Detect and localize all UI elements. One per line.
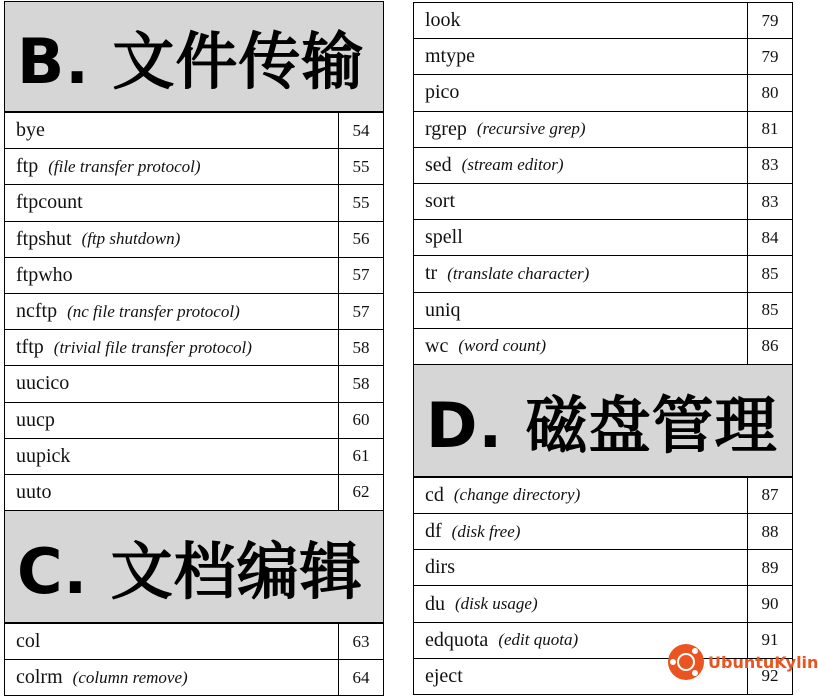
table-row bbox=[413, 477, 793, 514]
command-cell bbox=[414, 478, 747, 513]
section-b-table bbox=[4, 112, 384, 511]
command-cell bbox=[414, 148, 747, 183]
table-row bbox=[413, 111, 793, 148]
page-number: 56 bbox=[338, 222, 383, 257]
table-row bbox=[413, 2, 793, 39]
command-cell bbox=[5, 149, 338, 184]
command-name: wc bbox=[425, 334, 449, 357]
command-cell bbox=[5, 222, 338, 257]
table-row bbox=[4, 112, 384, 149]
command-name: uniq bbox=[425, 298, 461, 321]
command-cell bbox=[5, 366, 338, 401]
table-row bbox=[4, 402, 384, 439]
table-row bbox=[4, 329, 384, 366]
page-number: 90 bbox=[747, 586, 792, 621]
watermark-text: UbuntuKylin bbox=[708, 652, 818, 672]
command-cell bbox=[5, 294, 338, 329]
command-cell bbox=[414, 184, 747, 219]
page-number: 58 bbox=[338, 366, 383, 401]
page-number: 79 bbox=[747, 3, 792, 38]
command-cell bbox=[414, 586, 747, 621]
page-number: 87 bbox=[747, 478, 792, 513]
page-number: 86 bbox=[747, 329, 792, 364]
table-row bbox=[413, 549, 793, 586]
command-description: (stream editor) bbox=[461, 155, 564, 175]
command-cell bbox=[414, 514, 747, 549]
page-number: 57 bbox=[338, 294, 383, 329]
command-name: dirs bbox=[425, 556, 455, 579]
command-name: cd bbox=[425, 483, 444, 506]
page-number: 81 bbox=[747, 112, 792, 147]
table-row bbox=[4, 365, 384, 402]
page-number: 57 bbox=[338, 258, 383, 293]
page-number: 58 bbox=[338, 330, 383, 365]
page-number: 88 bbox=[747, 514, 792, 549]
command-description: (word count) bbox=[458, 336, 546, 356]
table-row bbox=[4, 474, 384, 511]
page-number: 84 bbox=[747, 220, 792, 255]
page-number: 80 bbox=[747, 75, 792, 110]
command-name: sed bbox=[425, 153, 452, 176]
command-name: bye bbox=[16, 119, 45, 142]
table-row bbox=[4, 438, 384, 475]
command-description: (translate character) bbox=[447, 263, 590, 283]
command-description: (file transfer protocol) bbox=[48, 156, 201, 176]
command-name: pico bbox=[425, 81, 460, 104]
table-row bbox=[4, 148, 384, 185]
table-row bbox=[4, 257, 384, 294]
command-description: (recursive grep) bbox=[476, 119, 586, 139]
page-number: 85 bbox=[747, 256, 792, 291]
command-name: colrm bbox=[16, 666, 63, 689]
page-number: 62 bbox=[338, 475, 383, 510]
command-cell bbox=[5, 475, 338, 510]
command-name: du bbox=[425, 592, 445, 615]
command-cell bbox=[414, 550, 747, 585]
command-name: sort bbox=[425, 190, 455, 213]
page-number: 54 bbox=[338, 113, 383, 148]
command-cell bbox=[414, 3, 747, 38]
section-b-heading: B. 文件传输 bbox=[4, 1, 384, 112]
page-number: 61 bbox=[338, 439, 383, 474]
page-number: 89 bbox=[747, 550, 792, 585]
command-name: tr bbox=[425, 262, 438, 285]
page-number: 64 bbox=[338, 660, 383, 695]
command-description: (ftp shutdown) bbox=[81, 229, 181, 249]
page-number: 83 bbox=[747, 148, 792, 183]
page-number: 55 bbox=[338, 149, 383, 184]
command-cell bbox=[5, 660, 338, 695]
command-cell bbox=[414, 39, 747, 74]
ubuntu-logo-icon bbox=[668, 644, 704, 680]
table-row bbox=[4, 659, 384, 696]
command-description: (disk usage) bbox=[455, 594, 538, 614]
page-number: 79 bbox=[747, 39, 792, 74]
command-name: spell bbox=[425, 226, 463, 249]
page-number: 63 bbox=[338, 624, 383, 659]
command-name: mtype bbox=[425, 45, 475, 68]
command-cell bbox=[414, 329, 747, 364]
command-name: uucico bbox=[16, 372, 70, 395]
table-row bbox=[4, 184, 384, 221]
page-number: 55 bbox=[338, 185, 383, 220]
command-description: (trivial file transfer protocol) bbox=[53, 337, 252, 357]
command-cell bbox=[5, 330, 338, 365]
command-cell bbox=[414, 112, 747, 147]
command-cell bbox=[5, 403, 338, 438]
command-cell bbox=[5, 258, 338, 293]
table-row bbox=[413, 147, 793, 184]
command-name: ftp bbox=[16, 155, 39, 178]
table-row bbox=[4, 221, 384, 258]
command-name: uucp bbox=[16, 408, 55, 431]
left-column bbox=[4, 2, 384, 696]
page-number: 92 bbox=[747, 659, 792, 694]
command-name: tftp bbox=[16, 336, 44, 359]
table-row bbox=[4, 623, 384, 660]
command-description: (nc file transfer protocol) bbox=[67, 301, 240, 321]
command-name: uuto bbox=[16, 480, 52, 503]
command-name: look bbox=[425, 9, 461, 32]
command-name: ftpwho bbox=[16, 263, 73, 286]
command-name: ftpshut bbox=[16, 227, 72, 250]
table-row bbox=[413, 38, 793, 75]
table-row bbox=[4, 293, 384, 330]
command-cell bbox=[414, 220, 747, 255]
command-cell bbox=[414, 256, 747, 291]
command-name: ftpcount bbox=[16, 191, 83, 214]
page-number: 91 bbox=[747, 623, 792, 658]
section-c-heading: C. 文档编辑 bbox=[4, 510, 384, 623]
command-name: rgrep bbox=[425, 117, 467, 140]
table-row bbox=[413, 219, 793, 256]
page-number: 60 bbox=[338, 403, 383, 438]
command-description: (change directory) bbox=[453, 485, 581, 505]
command-cell bbox=[414, 75, 747, 110]
command-name: uupick bbox=[16, 444, 71, 467]
watermark-logo bbox=[668, 644, 818, 680]
command-name: eject bbox=[425, 664, 463, 687]
command-name: edquota bbox=[425, 628, 489, 651]
command-name: col bbox=[16, 630, 41, 653]
page-number: 85 bbox=[747, 293, 792, 328]
table-row bbox=[413, 585, 793, 622]
table-row bbox=[413, 255, 793, 292]
command-cell bbox=[5, 113, 338, 148]
command-cell bbox=[5, 624, 338, 659]
section-c-table bbox=[4, 623, 384, 696]
section-c-continued-table bbox=[413, 2, 793, 365]
section-d-heading: D. 磁盘管理 bbox=[413, 364, 793, 477]
page-number: 83 bbox=[747, 184, 792, 219]
table-row bbox=[413, 74, 793, 111]
command-cell bbox=[414, 293, 747, 328]
command-description: (disk free) bbox=[451, 521, 521, 541]
command-cell bbox=[5, 185, 338, 220]
command-cell bbox=[5, 439, 338, 474]
table-row bbox=[413, 292, 793, 329]
command-name: df bbox=[425, 520, 442, 543]
command-description: (column remove) bbox=[72, 667, 188, 687]
right-column bbox=[413, 2, 793, 695]
command-name: ncftp bbox=[16, 300, 58, 323]
table-row bbox=[413, 183, 793, 220]
command-description: (edit quota) bbox=[498, 630, 579, 650]
table-row bbox=[413, 513, 793, 550]
table-row bbox=[413, 328, 793, 365]
